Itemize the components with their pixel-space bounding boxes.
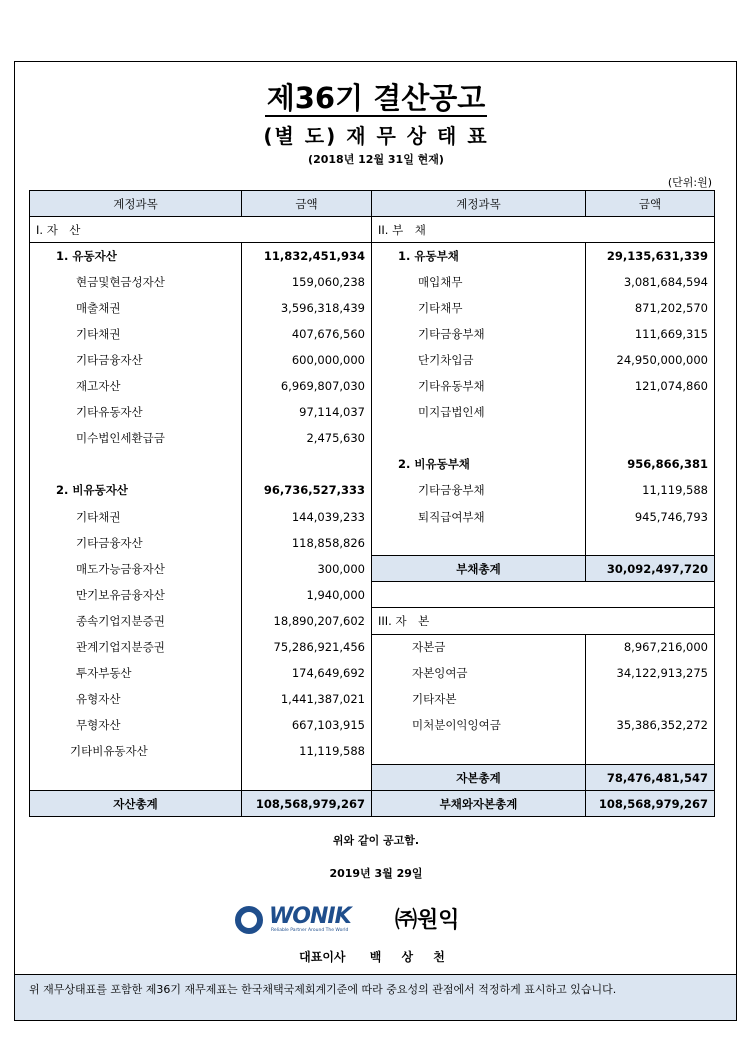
- table-row: [30, 269, 715, 295]
- account-label: 종속기업지분증권: [30, 608, 242, 634]
- table-row: [30, 347, 715, 373]
- account-label: 기타금융부채: [372, 321, 586, 347]
- noncurrent-liabilities-amount: 956,866,381: [586, 451, 715, 477]
- account-label: 매출채권: [30, 295, 242, 321]
- unit-label: (단위:원): [667, 176, 712, 189]
- empty-cell: [30, 764, 242, 790]
- table-row: [30, 608, 715, 634]
- assets-section-label: I. 자 산: [30, 217, 372, 243]
- table-row: [30, 712, 715, 738]
- statement-subtitle: (별 도) 재 무 상 태 표: [263, 124, 489, 148]
- table-row: [30, 556, 715, 582]
- account-amount: 24,950,000,000: [586, 347, 715, 373]
- empty-cell: [242, 764, 372, 790]
- table-row: [30, 634, 715, 660]
- account-amount: 3,081,684,594: [586, 269, 715, 295]
- logo-tagline: Reliable Partner Around The World: [271, 928, 349, 933]
- account-label: 현금및현금성자산: [30, 269, 242, 295]
- noncurrent-assets-label: 2. 비유동자산: [30, 477, 242, 503]
- equity-section-label: III. 자 본: [372, 608, 715, 634]
- table-row: [30, 660, 715, 686]
- ceo-signature: [0, 948, 752, 965]
- table-row: [30, 686, 715, 712]
- account-label: 미지급법인세: [372, 399, 586, 425]
- liabilities-section-label: II. 부 채: [372, 217, 715, 243]
- account-amount: 8,967,216,000: [586, 634, 715, 660]
- account-label: 만기보유금융자산: [30, 582, 242, 608]
- account-amount: 1,441,387,021: [242, 686, 372, 712]
- account-label: 미수법인세환급금: [30, 425, 242, 451]
- announcement-date: 2019년 3월 29일: [329, 867, 423, 880]
- empty-cell: [30, 451, 242, 477]
- account-label: 관계기업지분증권: [30, 634, 242, 660]
- account-amount: 667,103,915: [242, 712, 372, 738]
- header-account-left: 계정과목: [30, 191, 242, 217]
- empty-cell: [372, 530, 586, 556]
- account-label: 기타유동부채: [372, 373, 586, 399]
- table-row: [30, 321, 715, 347]
- noncurrent-assets-amount: 96,736,527,333: [242, 477, 372, 503]
- account-amount: 2,475,630: [242, 425, 372, 451]
- account-label: 기타금융자산: [30, 347, 242, 373]
- account-amount: 6,969,807,030: [242, 373, 372, 399]
- logo-circle-icon: [235, 906, 263, 934]
- table-row: [30, 477, 715, 503]
- account-label: 자본금: [372, 634, 586, 660]
- grand-total-amount: 108,568,979,267: [586, 791, 715, 817]
- account-amount: 159,060,238: [242, 269, 372, 295]
- account-label: 투자부동산: [30, 660, 242, 686]
- account-amount: 871,202,570: [586, 295, 715, 321]
- account-label: 기타금융부채: [372, 477, 586, 503]
- table-row: [30, 425, 715, 451]
- equity-total-label: 자본총계: [372, 764, 586, 790]
- table-row: [30, 764, 715, 790]
- liabilities-total-amount: 30,092,497,720: [586, 556, 715, 582]
- grand-total-label: 부채와자본총계: [372, 791, 586, 817]
- account-amount: 11,119,588: [242, 738, 372, 764]
- account-amount: 174,649,692: [242, 660, 372, 686]
- table-row: [30, 399, 715, 425]
- table-row: [30, 217, 715, 243]
- account-amount: 121,074,860: [586, 373, 715, 399]
- ceo-name: 백 상 천: [369, 950, 453, 964]
- account-amount: 18,890,207,602: [242, 608, 372, 634]
- account-label: 기타비유동자산: [30, 738, 242, 764]
- account-label: 단기차입금: [372, 347, 586, 373]
- empty-cell: [586, 530, 715, 556]
- account-label: 기타유동자산: [30, 399, 242, 425]
- table-row: [30, 504, 715, 530]
- account-label: 매입채무: [372, 269, 586, 295]
- account-label: 무형자산: [30, 712, 242, 738]
- account-amount: 144,039,233: [242, 504, 372, 530]
- empty-cell: [372, 738, 586, 764]
- empty-cell: [242, 451, 372, 477]
- account-amount: [586, 399, 715, 425]
- assets-total-label: 자산총계: [30, 791, 242, 817]
- liabilities-total-label: 부채총계: [372, 556, 586, 582]
- current-assets-label: 1. 유동자산: [30, 243, 242, 269]
- table-row: [30, 451, 715, 477]
- noncurrent-liabilities-label: 2. 비유동부채: [372, 451, 586, 477]
- company-name: ㈜원익: [395, 908, 460, 933]
- current-liabilities-amount: 29,135,631,339: [586, 243, 715, 269]
- empty-cell: [372, 582, 715, 608]
- empty-cell: [372, 425, 586, 451]
- table-row: [30, 295, 715, 321]
- header-account-right: 계정과목: [372, 191, 586, 217]
- account-label: 매도가능금융자산: [30, 556, 242, 582]
- table-row: [30, 738, 715, 764]
- account-amount: 11,119,588: [586, 477, 715, 503]
- account-amount: [586, 686, 715, 712]
- table-header-row: [30, 191, 715, 217]
- header-amount-right: 금액: [586, 191, 715, 217]
- empty-cell: [586, 738, 715, 764]
- table-row: [30, 582, 715, 608]
- account-label: 퇴직급여부채: [372, 504, 586, 530]
- statement-date: (2018년 12월 31일 현재): [308, 153, 444, 166]
- account-amount: 34,122,913,275: [586, 660, 715, 686]
- account-amount: 118,858,826: [242, 530, 372, 556]
- ceo-role: 대표이사: [299, 950, 346, 964]
- table-row: [30, 530, 715, 556]
- account-amount: 1,940,000: [242, 582, 372, 608]
- account-amount: 600,000,000: [242, 347, 372, 373]
- announcement-note: 위와 같이 공고함.: [332, 834, 420, 847]
- current-liabilities-label: 1. 유동부채: [372, 243, 586, 269]
- account-amount: 945,746,793: [586, 504, 715, 530]
- equity-total-amount: 78,476,481,547: [586, 764, 715, 790]
- account-label: 기타채무: [372, 295, 586, 321]
- account-amount: 3,596,318,439: [242, 295, 372, 321]
- audit-footer-note: 위 재무상태표를 포함한 제36기 재무제표는 한국채택국제회계기준에 따라 중요성의 관점에서 적정하게 표시하고 있습니다.: [15, 974, 736, 1020]
- account-label: 미처분이익잉여금: [372, 712, 586, 738]
- account-label: 기타채권: [30, 321, 242, 347]
- header-amount-left: 금액: [242, 191, 372, 217]
- account-label: 재고자산: [30, 373, 242, 399]
- table-row: [30, 373, 715, 399]
- table-row: [30, 243, 715, 269]
- page-title: 제36기 결산공고: [266, 81, 486, 115]
- account-amount: 407,676,560: [242, 321, 372, 347]
- account-label: 기타채권: [30, 504, 242, 530]
- assets-total-amount: 108,568,979,267: [242, 791, 372, 817]
- balance-sheet-table: [29, 190, 715, 817]
- grand-total-row: [30, 791, 715, 817]
- account-amount: 111,669,315: [586, 321, 715, 347]
- account-amount: 300,000: [242, 556, 372, 582]
- account-amount: 97,114,037: [242, 399, 372, 425]
- account-label: 유형자산: [30, 686, 242, 712]
- account-label: 기타금융자산: [30, 530, 242, 556]
- current-assets-amount: 11,832,451,934: [242, 243, 372, 269]
- empty-cell: [586, 425, 715, 451]
- account-amount: 75,286,921,456: [242, 634, 372, 660]
- wonik-logo: [235, 903, 361, 937]
- account-amount: 35,386,352,272: [586, 712, 715, 738]
- account-label: 기타자본: [372, 686, 586, 712]
- account-label: 자본잉여금: [372, 660, 586, 686]
- logo-text: WONIK: [269, 904, 351, 929]
